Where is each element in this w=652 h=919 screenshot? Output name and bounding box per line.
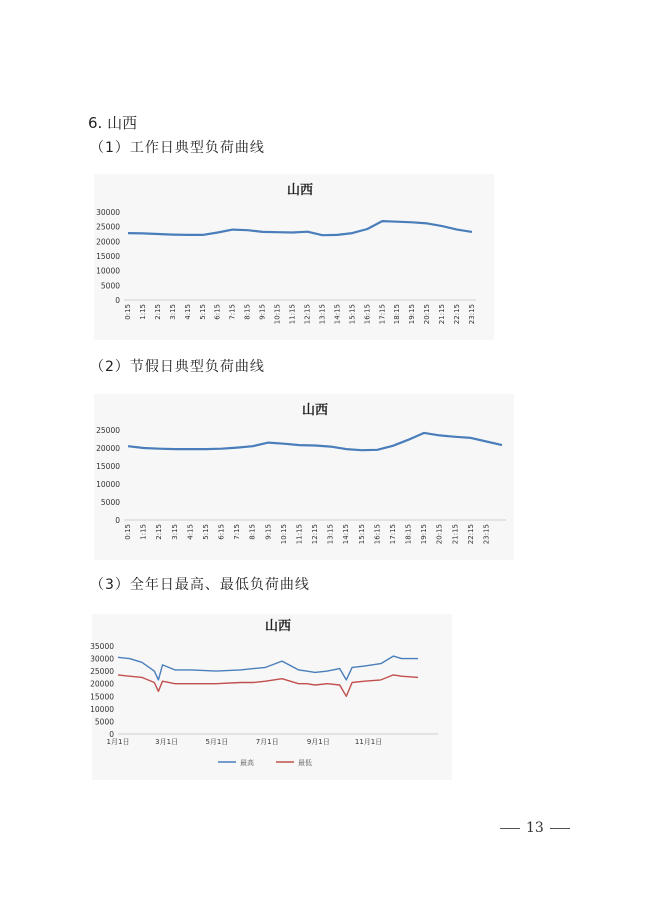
x-tick-label: 8:15 (248, 524, 257, 540)
y-tick-label: 10000 (96, 266, 120, 276)
x-tick-label: 3:15 (170, 524, 179, 540)
x-tick-label: 22:15 (466, 524, 475, 545)
x-tick-label: 15:15 (348, 304, 357, 325)
y-tick-label: 30000 (90, 654, 114, 664)
x-tick-label: 16:15 (373, 524, 382, 545)
x-tick-label: 6:15 (213, 304, 222, 320)
x-tick-label: 4:15 (183, 304, 192, 320)
x-tick-label: 10:15 (273, 304, 282, 325)
dash-right (550, 828, 570, 829)
x-tick-label: 13:15 (318, 304, 327, 325)
x-tick-label: 15:15 (357, 524, 366, 545)
y-tick-label: 5000 (94, 717, 114, 727)
x-tick-label: 7月1日 (255, 738, 279, 746)
y-tick-label: 0 (115, 516, 120, 525)
x-tick-label: 1月1日 (106, 738, 130, 746)
subsection-annual: （3）全年日最高、最低负荷曲线 (90, 577, 310, 593)
annual-max-min-chart (88, 612, 458, 782)
x-tick-label: 18:15 (404, 524, 413, 545)
x-tick-label: 5:15 (198, 304, 207, 320)
x-tick-label: 0:15 (124, 304, 132, 320)
x-tick-label: 19:15 (420, 524, 429, 545)
chart-title: 山西 (301, 403, 329, 418)
subsection-workday: （1）工作日典型负荷曲线 (90, 140, 265, 156)
y-tick-label: 20000 (96, 237, 120, 247)
x-tick-label: 0:15 (124, 524, 132, 540)
y-tick-label: 35000 (90, 642, 114, 651)
x-tick-label: 9:15 (258, 304, 267, 320)
y-tick-label: 20000 (90, 679, 114, 689)
x-tick-label: 3月1日 (155, 738, 179, 746)
x-tick-label: 20:15 (435, 524, 444, 545)
x-tick-label: 11月1日 (354, 738, 383, 746)
x-tick-label: 4:15 (186, 524, 195, 540)
x-tick-label: 1:15 (138, 304, 147, 320)
x-tick-label: 16:15 (363, 304, 372, 325)
workday-load-chart (88, 172, 498, 342)
y-tick-label: 5000 (100, 498, 120, 507)
y-tick-label: 0 (115, 296, 120, 305)
x-tick-label: 12:15 (311, 524, 319, 545)
x-tick-label: 9:15 (264, 524, 273, 540)
dash-left (500, 828, 520, 829)
x-tick-label: 22:15 (453, 304, 462, 325)
chart-title: 山西 (264, 619, 292, 634)
x-tick-label: 17:15 (378, 304, 387, 325)
y-tick-label: 0 (109, 730, 114, 739)
x-tick-label: 14:15 (333, 304, 342, 325)
x-tick-label: 11:15 (295, 524, 304, 545)
x-tick-label: 9月1日 (306, 738, 330, 746)
legend-label: 最低 (298, 759, 312, 767)
section-title: 6. 山西 (88, 114, 138, 132)
chart-background (92, 614, 452, 780)
x-tick-label: 17:15 (388, 524, 397, 545)
x-tick-label: 7:15 (233, 524, 242, 540)
x-tick-label: 14:15 (342, 524, 351, 545)
x-tick-label: 2:15 (155, 524, 164, 540)
y-tick-label: 5000 (100, 281, 120, 291)
x-tick-label: 12:15 (303, 304, 312, 325)
y-tick-label: 25000 (96, 222, 120, 232)
x-tick-label: 21:15 (438, 304, 447, 325)
x-tick-label: 18:15 (393, 304, 402, 325)
y-tick-label: 25000 (96, 426, 120, 435)
holiday-load-chart (88, 392, 518, 562)
page-number-text: 13 (526, 820, 544, 836)
x-tick-label: 20:15 (423, 304, 432, 325)
x-tick-label: 6:15 (217, 524, 226, 540)
x-tick-label: 23:15 (482, 524, 491, 545)
x-tick-label: 2:15 (153, 304, 162, 320)
x-tick-label: 5:15 (201, 524, 210, 540)
subsection-holiday: （2）节假日典型负荷曲线 (90, 359, 265, 375)
legend-label: 最高 (240, 759, 254, 767)
y-tick-label: 20000 (96, 444, 120, 453)
y-tick-label: 15000 (96, 252, 120, 261)
x-tick-label: 21:15 (451, 524, 460, 545)
x-tick-label: 5月1日 (205, 738, 229, 746)
chart-title: 山西 (286, 183, 314, 198)
x-tick-label: 7:15 (228, 304, 237, 320)
x-tick-label: 8:15 (243, 304, 252, 320)
x-tick-label: 13:15 (326, 524, 335, 545)
y-tick-label: 15000 (90, 692, 114, 702)
x-tick-label: 1:15 (139, 524, 148, 540)
y-tick-label: 25000 (90, 667, 114, 677)
y-tick-label: 10000 (96, 480, 120, 489)
x-tick-label: 11:15 (288, 304, 297, 325)
y-tick-label: 15000 (96, 462, 120, 471)
page-number (494, 820, 576, 836)
x-tick-label: 10:15 (279, 524, 288, 545)
x-tick-label: 23:15 (468, 304, 476, 325)
x-tick-label: 3:15 (168, 304, 177, 320)
y-tick-label: 10000 (90, 704, 114, 714)
x-tick-label: 19:15 (408, 304, 417, 325)
y-tick-label: 30000 (96, 208, 120, 217)
